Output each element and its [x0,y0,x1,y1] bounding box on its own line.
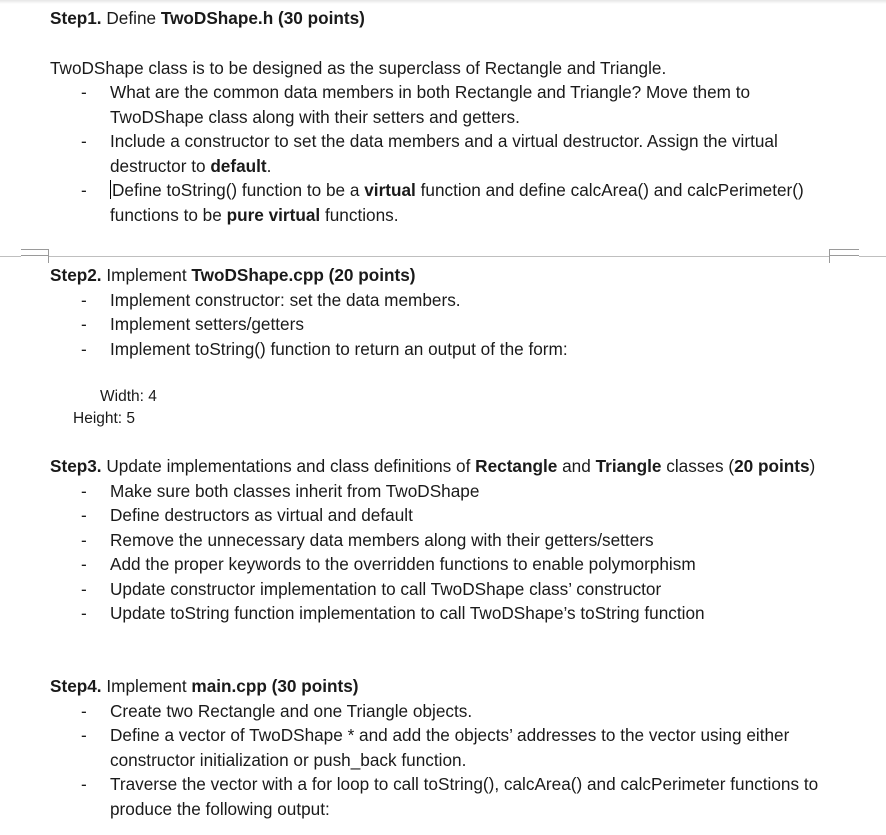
list-item [50,699,830,724]
list-item-text: Make sure both classes inherit from TwoDShape [110,480,480,501]
step2-title-file: TwoDShape.cpp (20 points) [191,265,416,285]
step4-list [50,699,830,822]
step2-list [50,288,830,362]
list-item [50,178,830,227]
list-item-text: Implement toString() function to return an output of the form: [110,338,568,359]
step4-number: Step4. [50,676,102,696]
list-item [50,772,830,821]
list-item [50,337,830,362]
step4-section [50,674,830,821]
list-item [50,552,830,577]
step3-section [50,454,830,626]
page-break-divider [0,256,886,257]
step2-title-prefix: Implement [106,265,187,285]
list-item [50,528,830,553]
list-item-text: Implement constructor: set the data members. [110,289,461,310]
step3-title-close: ) [809,456,816,476]
page-break-marker-left [21,249,49,263]
list-item-text: Remove the unnecessary data members along with their getters/setters [110,529,654,550]
step3-list [50,479,830,626]
step2-section [50,263,830,430]
step3-title-triangle: Triangle [595,456,662,476]
bold-keyword: default [210,155,267,176]
sample-output [50,386,830,430]
step3-title-and: and [562,456,591,476]
step1-title-file: TwoDShape.h (30 points) [160,8,365,28]
step1-title-prefix: Define [106,8,157,28]
list-item [50,288,830,313]
list-item-text: . [266,155,272,176]
list-item-text: Define destructors as virtual and default [110,505,413,525]
step2-number: Step2. [50,265,102,285]
list-item [50,80,830,129]
step4-title-prefix: Implement [106,676,187,696]
list-item [50,129,830,178]
step4-heading [50,674,830,699]
step2-heading [50,263,830,288]
page-top-edge [0,0,886,4]
list-item-text: Define toString() function to be a [112,180,360,200]
list-item-text: functions. [324,204,399,225]
list-item-text: function and define calcArea() and calcPerimeter() functions to be [110,180,804,225]
bold-keyword: virtual [364,180,416,200]
list-item-text: Implement setters/getters [110,314,304,334]
step1-number: Step1. [50,8,102,28]
sample-height-line: Height: 5 [73,410,136,427]
list-item-text: Include a constructor to set the data members and a virtual destructor. Assign the virtual destructor to [110,131,778,176]
list-item [50,723,830,772]
step1-section [50,6,830,227]
list-item [50,479,830,504]
step3-title-classes: classes ( [666,456,735,476]
step3-title-prefix: Update implementations and class definitions of [106,456,471,476]
list-item [50,577,830,602]
step3-title-rectangle: Rectangle [475,456,558,476]
list-item-text: Traverse the vector with a for loop to call toString(), calcArea() and calcPerimeter functions to produce the following output: [110,774,819,819]
bold-keyword: pure virtual [226,204,321,225]
step1-intro: TwoDShape class is to be designed as the superclass of Rectangle and Triangle. [50,57,667,78]
list-item [50,312,830,337]
list-item-text: Define a vector of TwoDShape * and add the objects’ addresses to the vector using either constructor initialization or push_back function. [110,725,790,770]
step3-heading [50,454,830,479]
step4-title-file: main.cpp (30 points) [191,676,359,696]
list-item [50,601,830,626]
step3-number: Step3. [50,456,102,476]
step1-list [50,80,830,227]
text-cursor [110,180,111,199]
sample-width-line: Width: 4 [100,388,157,405]
list-item-text: Create two Rectangle and one Triangle objects. [110,700,473,721]
step1-heading [50,6,830,31]
list-item-text: Update constructor implementation to call TwoDShape class’ constructor [110,578,662,599]
list-item [50,503,830,528]
list-item-text: Add the proper keywords to the overridden functions to enable polymorphism [110,554,696,574]
list-item-text: What are the common data members in both Rectangle and Triangle? Move them to TwoDShape class along with their setters and getters. [110,82,751,127]
page-break-marker-right [829,249,859,263]
list-item-text: Update toString function implementation to call TwoDShape’s toString function [110,603,705,623]
step3-title-points: 20 points [734,456,810,476]
